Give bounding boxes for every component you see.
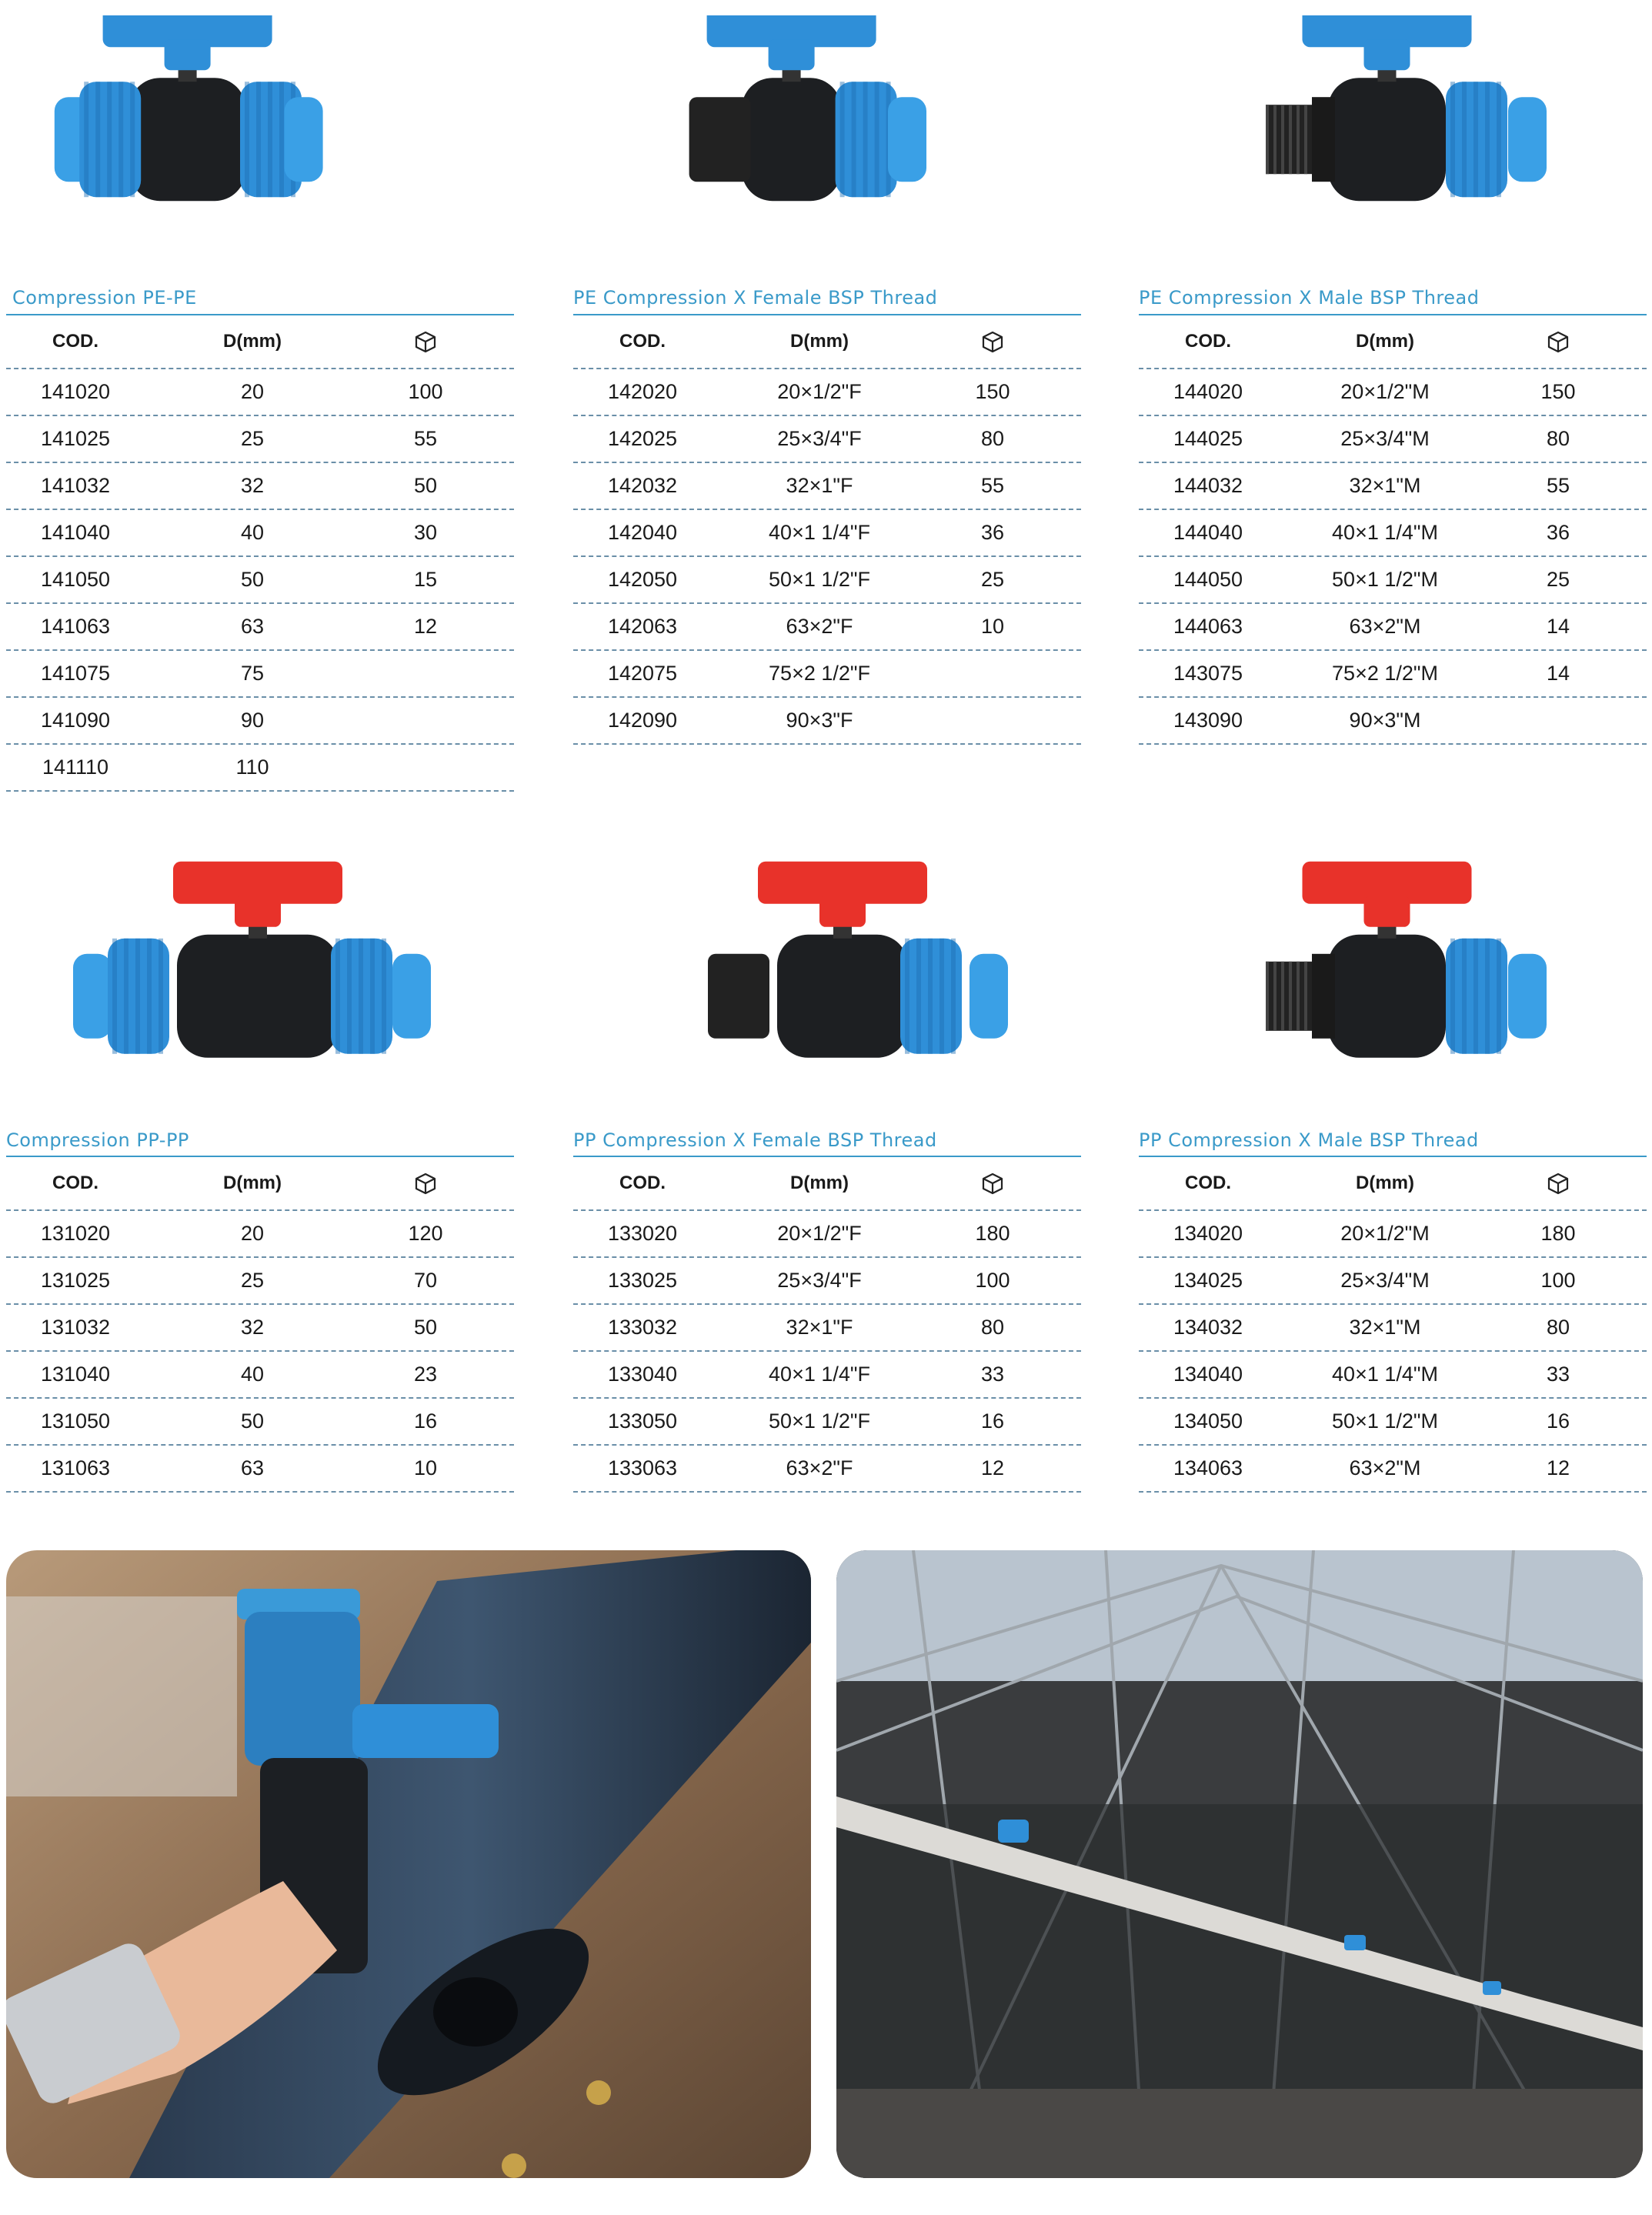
table-row [573,416,1081,463]
cell-code: 133025 [607,1269,678,1292]
cell-diameter: 63×2"F [786,1456,853,1479]
cell-code: 134063 [1173,1456,1243,1479]
cell-code: 133050 [607,1409,678,1433]
product-caption: PP Compression X Male BSP Thread [1139,1129,1479,1151]
table-row [6,369,514,416]
cell-qty: 23 [413,1363,438,1386]
cell-qty: 12 [1546,1456,1570,1479]
cell-qty: 25 [1546,568,1570,591]
spec-table [573,1156,1081,1493]
cell-diameter: 25×3/4"M [1340,1269,1430,1292]
cell-qty: 14 [1546,615,1570,638]
cell-code: 142040 [607,521,678,544]
cell-code: 141025 [40,427,111,450]
product-caption: PE Compression X Male BSP Thread [1139,287,1480,309]
table-row [6,1258,514,1305]
cell-qty: 150 [975,380,1010,403]
table-row [6,557,514,604]
cell-code: 133040 [607,1363,678,1386]
cell-code: 141075 [40,662,111,685]
table-row [573,651,1081,698]
cell-code: 142020 [607,380,678,403]
col-dmm: D(mm) [223,331,282,352]
col-cod: COD. [619,331,666,352]
box-icon [981,330,1004,353]
cell-diameter: 63×2"M [1349,615,1421,638]
cell-diameter: 32×1"M [1349,474,1421,497]
table-row [6,510,514,557]
product-caption: Compression PP-PP [6,1129,189,1151]
cell-qty: 16 [413,1409,438,1433]
spec-table [6,314,514,792]
valve-illustration [62,858,446,1081]
cell-code: 134040 [1173,1363,1243,1386]
product-caption: PE Compression X Female BSP Thread [573,287,938,309]
valve-illustration [46,15,323,215]
cell-diameter: 20×1/2"M [1340,380,1430,403]
cell-qty: 55 [1546,474,1570,497]
cell-code: 142050 [607,568,678,591]
col-cod: COD. [52,331,98,352]
cell-diameter: 90×3"M [1349,709,1421,732]
cell-qty: 80 [1546,1316,1570,1339]
table-row [1139,463,1647,510]
table-row [6,698,514,745]
box-icon [981,1172,1004,1195]
cell-diameter: 32×1"F [786,474,853,497]
product-image [1231,15,1577,215]
valve-illustration [654,15,946,215]
table-row [1139,1352,1647,1399]
cell-diameter: 50×1 1/2"M [1332,568,1438,591]
cell-diameter: 50×1 1/2"F [769,1409,870,1433]
table-row [6,1446,514,1493]
cell-diameter: 20×1/2"M [1340,1222,1430,1245]
cell-qty: 15 [413,568,438,591]
cell-code: 144032 [1173,474,1243,497]
table-row [1139,416,1647,463]
cell-code: 142063 [607,615,678,638]
valve-illustration [1231,858,1577,1081]
table-row [1139,557,1647,604]
cell-qty: 36 [980,521,1005,544]
product-image [46,15,323,215]
table-row [573,557,1081,604]
cell-diameter: 40×1 1/4"F [769,521,870,544]
cell-diameter: 40×1 1/4"M [1332,521,1438,544]
cell-code: 143090 [1173,709,1243,732]
cell-qty: 180 [975,1222,1010,1245]
product-caption: Compression PE-PE [12,287,197,309]
cell-code: 141063 [40,615,111,638]
table-row [6,604,514,651]
cell-diameter: 50 [240,1409,265,1433]
cell-code: 142075 [607,662,678,685]
table-row [6,1399,514,1446]
cell-code: 141020 [40,380,111,403]
cell-code: 134032 [1173,1316,1243,1339]
table-header [573,315,1081,369]
cell-qty: 50 [413,474,438,497]
cell-code: 141110 [42,756,109,779]
cell-diameter: 40 [240,1363,265,1386]
cell-code: 142032 [607,474,678,497]
table-row [1139,1258,1647,1305]
cell-code: 131063 [40,1456,111,1479]
product-caption: PP Compression X Female BSP Thread [573,1129,937,1151]
table-row [1139,510,1647,557]
box-icon [414,1172,437,1195]
table-row [573,369,1081,416]
cell-code: 133063 [607,1456,678,1479]
cell-code: 141050 [40,568,111,591]
cell-qty: 80 [1546,427,1570,450]
cell-diameter: 75×2 1/2"F [769,662,870,685]
cell-qty: 180 [1540,1222,1576,1245]
cell-code: 133020 [607,1222,678,1245]
table-row [1139,1446,1647,1493]
col-box [1493,330,1624,353]
valve-illustration [1231,15,1577,215]
cell-diameter: 40×1 1/4"M [1332,1363,1438,1386]
cell-diameter: 63 [240,615,265,638]
cell-code: 144063 [1173,615,1243,638]
cell-diameter: 20×1/2"F [777,1222,862,1245]
cell-diameter: 90×3"F [786,709,853,732]
cell-diameter: 110 [235,756,269,779]
cell-code: 131032 [40,1316,111,1339]
photo-field-installation [6,1550,811,2178]
cell-code: 134050 [1173,1409,1243,1433]
cell-qty: 80 [980,427,1005,450]
cell-code: 144020 [1173,380,1243,403]
table-row [573,1258,1081,1305]
table-row [6,463,514,510]
table-header [6,315,514,369]
spec-table [1139,1156,1647,1493]
cell-diameter: 25×3/4"F [777,427,862,450]
table-header [573,1157,1081,1211]
table-row [573,1352,1081,1399]
spec-table [6,1156,514,1493]
cell-diameter: 75 [240,662,265,685]
col-cod: COD. [619,1173,666,1193]
cell-qty: 150 [1540,380,1576,403]
table-row [1139,1399,1647,1446]
table-row [573,1211,1081,1258]
spec-table [1139,314,1647,745]
col-box [927,330,1058,353]
cell-diameter: 50×1 1/2"F [769,568,870,591]
table-header [1139,315,1647,369]
cell-code: 133032 [607,1316,678,1339]
col-dmm: D(mm) [223,1173,282,1193]
cell-diameter: 32×1"F [786,1316,853,1339]
col-dmm: D(mm) [790,1173,849,1193]
col-box [927,1172,1058,1195]
cell-diameter: 25 [240,427,265,450]
col-dmm: D(mm) [790,331,849,352]
cell-qty: 50 [413,1316,438,1339]
cell-qty: 12 [980,1456,1005,1479]
col-cod: COD. [1185,331,1231,352]
table-row [6,651,514,698]
cell-code: 144050 [1173,568,1243,591]
cell-diameter: 50 [240,568,265,591]
table-row [573,1305,1081,1352]
table-row [6,416,514,463]
cell-diameter: 32 [240,1316,265,1339]
cell-qty: 33 [1546,1363,1570,1386]
cell-code: 144025 [1173,427,1243,450]
cell-qty: 55 [980,474,1005,497]
cell-qty: 100 [975,1269,1010,1292]
table-row [6,745,514,792]
table-row [1139,1211,1647,1258]
table-row [573,1446,1081,1493]
cell-qty: 25 [980,568,1005,591]
table-row [6,1305,514,1352]
product-image [662,858,1046,1081]
cell-diameter: 25×3/4"M [1340,427,1430,450]
cell-code: 141040 [40,521,111,544]
cell-qty: 70 [413,1269,438,1292]
cell-qty: 12 [413,615,438,638]
table-row [1139,604,1647,651]
product-image [62,858,446,1081]
cell-qty: 36 [1546,521,1570,544]
cell-diameter: 63×2"M [1349,1456,1421,1479]
cell-diameter: 20×1/2"F [777,380,862,403]
cell-diameter: 20 [240,1222,265,1245]
table-row [573,698,1081,745]
col-cod: COD. [1185,1173,1231,1193]
product-image [1231,858,1577,1081]
cell-diameter: 32×1"M [1349,1316,1421,1339]
cell-qty: 55 [413,427,438,450]
table-row [573,1399,1081,1446]
cell-diameter: 40 [240,521,265,544]
cell-code: 134020 [1173,1222,1243,1245]
table-row [573,510,1081,557]
table-header [1139,1157,1647,1211]
cell-code: 131020 [40,1222,111,1245]
cell-code: 141032 [40,474,111,497]
cell-code: 143075 [1173,662,1243,685]
table-row [573,463,1081,510]
cell-code: 131025 [40,1269,111,1292]
cell-code: 131040 [40,1363,111,1386]
cell-code: 144040 [1173,521,1243,544]
cell-diameter: 25×3/4"F [777,1269,862,1292]
cell-diameter: 25 [240,1269,265,1292]
cell-qty: 10 [413,1456,438,1479]
cell-qty: 16 [1546,1409,1570,1433]
box-icon [1547,1172,1570,1195]
cell-qty: 100 [408,380,443,403]
cell-diameter: 50×1 1/2"M [1332,1409,1438,1433]
table-row [1139,698,1647,745]
table-row [573,604,1081,651]
table-row [1139,369,1647,416]
cell-qty: 80 [980,1316,1005,1339]
cell-diameter: 20 [240,380,265,403]
cell-qty: 16 [980,1409,1005,1433]
cell-qty: 120 [408,1222,443,1245]
cell-code: 141090 [40,709,111,732]
cell-diameter: 90 [240,709,265,732]
cell-diameter: 63×2"F [786,615,853,638]
spec-table [573,314,1081,745]
product-image [654,15,946,215]
cell-qty: 30 [413,521,438,544]
col-dmm: D(mm) [1356,1173,1414,1193]
cell-code: 142025 [607,427,678,450]
cell-code: 134025 [1173,1269,1243,1292]
col-box [1493,1172,1624,1195]
cell-diameter: 63 [240,1456,265,1479]
box-icon [1547,330,1570,353]
table-header [6,1157,514,1211]
cell-qty: 10 [980,615,1005,638]
cell-code: 131050 [40,1409,111,1433]
cell-qty: 100 [1540,1269,1576,1292]
cell-qty: 14 [1546,662,1570,685]
table-row [1139,1305,1647,1352]
col-box [360,1172,491,1195]
col-dmm: D(mm) [1356,331,1414,352]
photo-greenhouse [836,1550,1643,2178]
valve-illustration [662,858,1046,1081]
col-cod: COD. [52,1173,98,1193]
cell-diameter: 75×2 1/2"M [1332,662,1438,685]
cell-code: 142090 [607,709,678,732]
table-row [6,1352,514,1399]
col-box [360,330,491,353]
table-row [1139,651,1647,698]
table-row [6,1211,514,1258]
cell-diameter: 40×1 1/4"F [769,1363,870,1386]
cell-qty: 33 [980,1363,1005,1386]
cell-diameter: 32 [240,474,265,497]
box-icon [414,330,437,353]
